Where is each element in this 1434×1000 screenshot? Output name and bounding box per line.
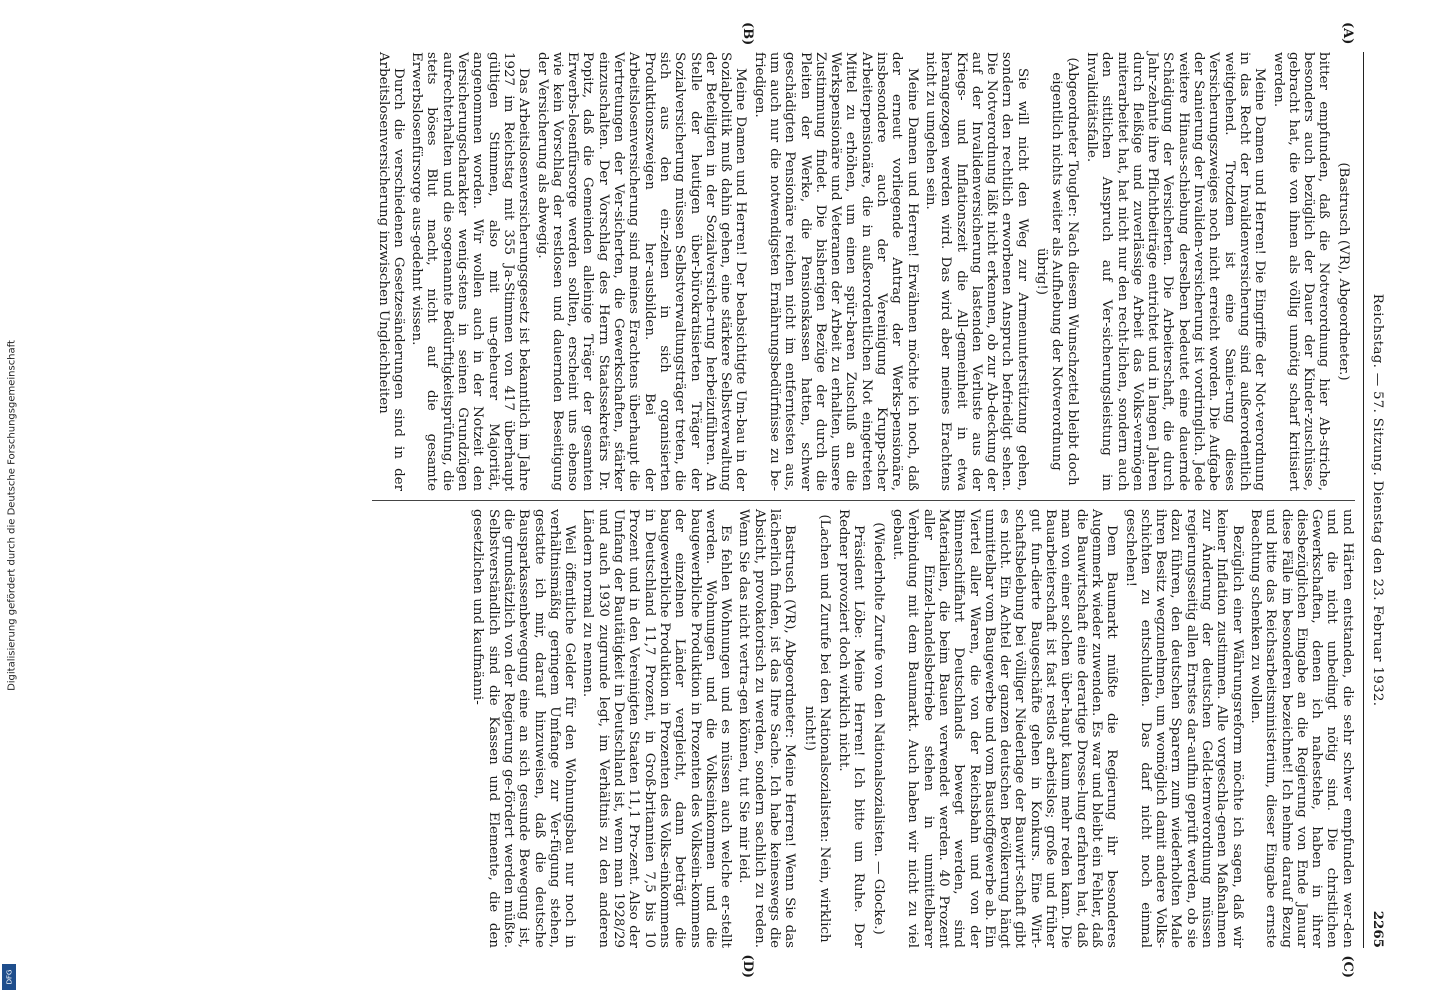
digitization-note [2,40,16,990]
paragraph: (Bastrusch (VR), Abgeordneter.) [1335,162,1351,381]
paragraph: Sie will nicht den Weg zur Armenunterstützung gehen, sondern den rechtlich erworbenen Anspruch befriedigt sehen. Die Notverordnung läßt nicht erkennen, ob zur Ab-deckung der auf der Invalidenversicherung lastenden Verluste aus der Kriegs- und Inflationszeit die All-gemeinheit in etwa herangezogen werden wird. Das wird aber meines Erachtens nicht zu umgehen sein. [922,52,1030,491]
paragraph: Weil öffentliche Gelder für den Wohnungsbau nur noch in verhältnismäßig geringem Umfange zur Ver-fügung stehen, gestatte ich mir, darauf hinzuweisen, daß die deutsche Bausparkassenbewegung eine an sich gesunde Bewegung ist, die grundsätzlich von der Regierung ge-fördert werden müßte. Selbstverständlich sind die Kassen und Elemente, die den gesetzlichen und kaufmänni- [470,509,578,948]
page-title: Reichstag. — 57. Sitzung. Dienstag den 23. Februar 1932. [1370,293,1385,707]
paragraph: Meine Damen und Herren! Der beabsichtigte Um-bau in der Sozialpolitik muß dahin gehen, eine stärkere Selbstverwaltung der Beteiligten in der Sozialversiche-rung herbeizuführen. An Stelle der heutigen über-bürokratisierten Träger der Sozialversicherung müssen Selbstverwaltungsträger treten, die sich aus den ein-zelnen in sich organisierten Produktionszweigen her-ausbilden. Bei der Arbeitslosenversicherung sind meines Erachtens überhaupt die Vertretungen der Ver-sicherten, die Gewerkschaften, stärker einzuschalten. Der Vorschlag des Herrn Staatssekretärs Dr. Popitz, daß die Gemeinden alleinige Träger der gesamten Erwerbs-losenfürsorge werden sollten, erscheint uns ebenso wie kein Vorschlag der restlosen und dauernden Beseitigung der Versicherung als abwegig. [534,52,749,491]
digitization-note-text: Digitalisierung gefördert durch die Deutsche Forschungsgemeinschaft [6,340,18,691]
margin-marker-d: (D) [739,954,755,978]
column-divider [372,500,1354,501]
paragraph: bitter empfunden, daß die Notverordnung hier Ab-striche, besonders auch bezüglich der Dauer der Kinder-zuschüsse, gebracht hat, die von ihnen als völlig unnötig scharf kritisiert werden. [1270,52,1332,491]
margin-marker-a: (A) [1339,22,1355,45]
paragraph: Präsident Löbe: Meine Herren! Ich bitte um Ruhe. Der Redner provoziert doch wirklich nicht. [836,509,867,948]
paragraph: Es fehlen Wohnungen und es müssen auch welche er-stellt werden. Wohnungen und die Volkseinkommen und die baugewerbliche Produktion in Prozenten des Volksein-kommens der einzelnen Länder vergleicht, dann beträgt die baugewerbliche Produktion in Prozenten des Volks-einkommens in Deutschland 11,7 Prozent, in Groß-britannien 7,5 bis 10 Prozent und in den Vereinigten Staaten 11,1 Pro-zent. Also der Umfang der Bautätigkeit in Deutschland ist, wenn man 1928/29 und auch 1930 zugrunde legt, im Verhältnis zu den anderen Ländern normal zu nennen. [580,509,734,948]
dfg-logo-text: DFG [5,969,13,985]
margin-marker-c: (C) [1339,955,1355,978]
paragraph: Meine Damen und Herren! Die Eingriffe der Not-verordnung in das Recht der Invalidenversicherung sind außerordentlich weitgehend. Trotzdem ist eine Sanie-rung dieses Versicherungszweiges noch nicht erreicht worden. Die Aufgabe der Sanierung der Invaliden-versicherung ist vordringlich. Jede weitere Hinaus-schiebung derselben bedeutet eine dauernde Schädigung der Versicherten. Die Arbeiterschaft, die durch Jahr-zehnte ihre Pflichtbeiträge entrichtet und in langen Jahren durch fleißige und zuverlässige Arbeit das Volks-vermögen miterarbeitet hat, hat nicht nur den recht-lichen, sondern auch den sittlichen Anspruch auf Ver-sicherungsleistung im Invaliditätsfalle. [1083,52,1268,491]
document-page [27,10,1407,990]
right-column [372,509,1354,948]
left-column [372,52,1354,491]
dfg-logo [2,964,16,990]
paragraph: Das Arbeitslosenversicherungsgesetz ist bekanntlich im Jahre 1927 im Reichstag mit 355 Ja-Stimmen von 417 überhaupt gültigen Stimmen, also mit un-geheurer Majorität, angenommen worden. Wir wollen auch in der Notzeit den Versicherungscharakter wenig-stens in seinen Grundzügen aufrechterhalten und die sogenannte Bedürftigkeitsprüfung, die stets böses Blut macht, nicht auf die gesamte Erwerbslosenfürsorge aus-gedehnt wissen. [409,52,532,491]
interjection: (Wiederholte Zurufe von den Nationalsozialisten. — Glocke.) [870,522,886,935]
paragraph: Bastrusch (VR), Abgeordneter: Meine Herren! Wenn Sie das lächerlich finden, ist das Ihre Sache. Ich habe keineswegs die Absicht, provokatorisch zu werden, sondern sachlich zu reden. Wenn Sie das nicht vertra-gen können, tut Sie mir leid. [736,509,798,948]
paragraph: und Härten entstanden, die sehr schwer empfunden wer-den und die nicht unbedingt nötig sind. Die christlichen Gewerkschaften, denen ich nahestehe, haben in ihrer diesbezüglichen Eingabe an die Regierung von Ende Januar diese Fälle im besonderen bezeichnet! Ich nehme darauf Bezug und bitte das Reichsarbeitsministerium, dieser Eingabe ernste Beachtung schenken zu wollen. [1247,509,1355,948]
page-header [1363,52,1385,948]
page-number: 2265 [1370,910,1386,948]
interjection: (Lachen und Zurufe bei den Nationalsozialisten: Nein, wirklich nicht!) [801,514,832,943]
paragraph: Bezüglich einer Währungsreform möchte ich sagen, daß wir keiner Inflation zustimmen. Alle vorgeschla-genen Maßnahmen zur Änderung der deutschen Geld-ternverordnung müssen regierungsseitig allen Ernstes dar-aufhin geprüft werden, ob sie dazu führen, den deutschen Sparern zum wiederholten Male ihren Besitz wegzunehmen, um womöglich damit andere Volks-schichten zu entschulden. Das darf nicht noch einmal geschehen! [1122,509,1245,948]
paragraph: Dem Baumarkt müßte die Regierung ihr besonderes Augenmerk wieder zuwenden. Es war und bleibt ein Fehler, daß die Bauwirtschaft eine derartige Drosse-lung erfahren hat, daß man von einer solchen über-haupt kaum mehr reden kann. Die Bauarbeiterschaft ist fast restlos arbeitslos; große und früher gut fun-dierte Baugeschäfte gehen in Konkurs. Eine Wirt-schaftsbelebung bei völliger Niederlage der Bauwirt-schaft gibt es nicht. Ein Achtel der ganzen deutschen Bevölkerung hängt unmittelbar vom Baugewerbe und vom Baustoffgewerbe ab. Ein Viertel aller Waren, die von der Reichsbahn und von der Binnenschiffahrt Deutschlands bewegt werden, sind Materialien, die beim Bauen verwendet werden. 40 Prozent aller Einzel-handelsbetriebe stehen in unmittelbarer Verbindung mit dem Baumarkt. Auch haben wir nicht zu viel gebaut. [890,509,1120,948]
margin-marker-b: (B) [739,22,755,46]
text-columns [372,22,1355,978]
interjection: (Abgeordneter Tougler: Nach diesem Wunschzettel bleibt doch eigentlich nichts weiter als Aufhebung der Notverordnung übrig!) [1034,57,1080,486]
paragraph: Meine Damen und Herren! Erwähnen möchte ich noch, daß der erneut vorliegende Antrag der Werks-pensionäre, insbesondere auch der Vereinigung Krupp-scher Arbeiterpensionäre, die in außerordentlichen Not eingetreten Mittel zu erhöhen, um einen spür-baren Zuschuß an die Werkspensionäre und Veteranen der Arbeit zu erhalten, unsere Zustimmung findet. Die bisherigen Bezüge der durch die Pleiten der Werke, die Pensionskassen hatten, schwer geschädigten Pensionäre reichen nicht im entferntesten aus, um auch nur die notwendigsten Ernährungsbedürfnisse zu be-friedigen. [751,52,920,491]
paragraph: Durch die verschiedenen Gesetzesänderungen sind in der Arbeitslosenversicherung inzwischen Ungleichheiten [375,52,406,491]
